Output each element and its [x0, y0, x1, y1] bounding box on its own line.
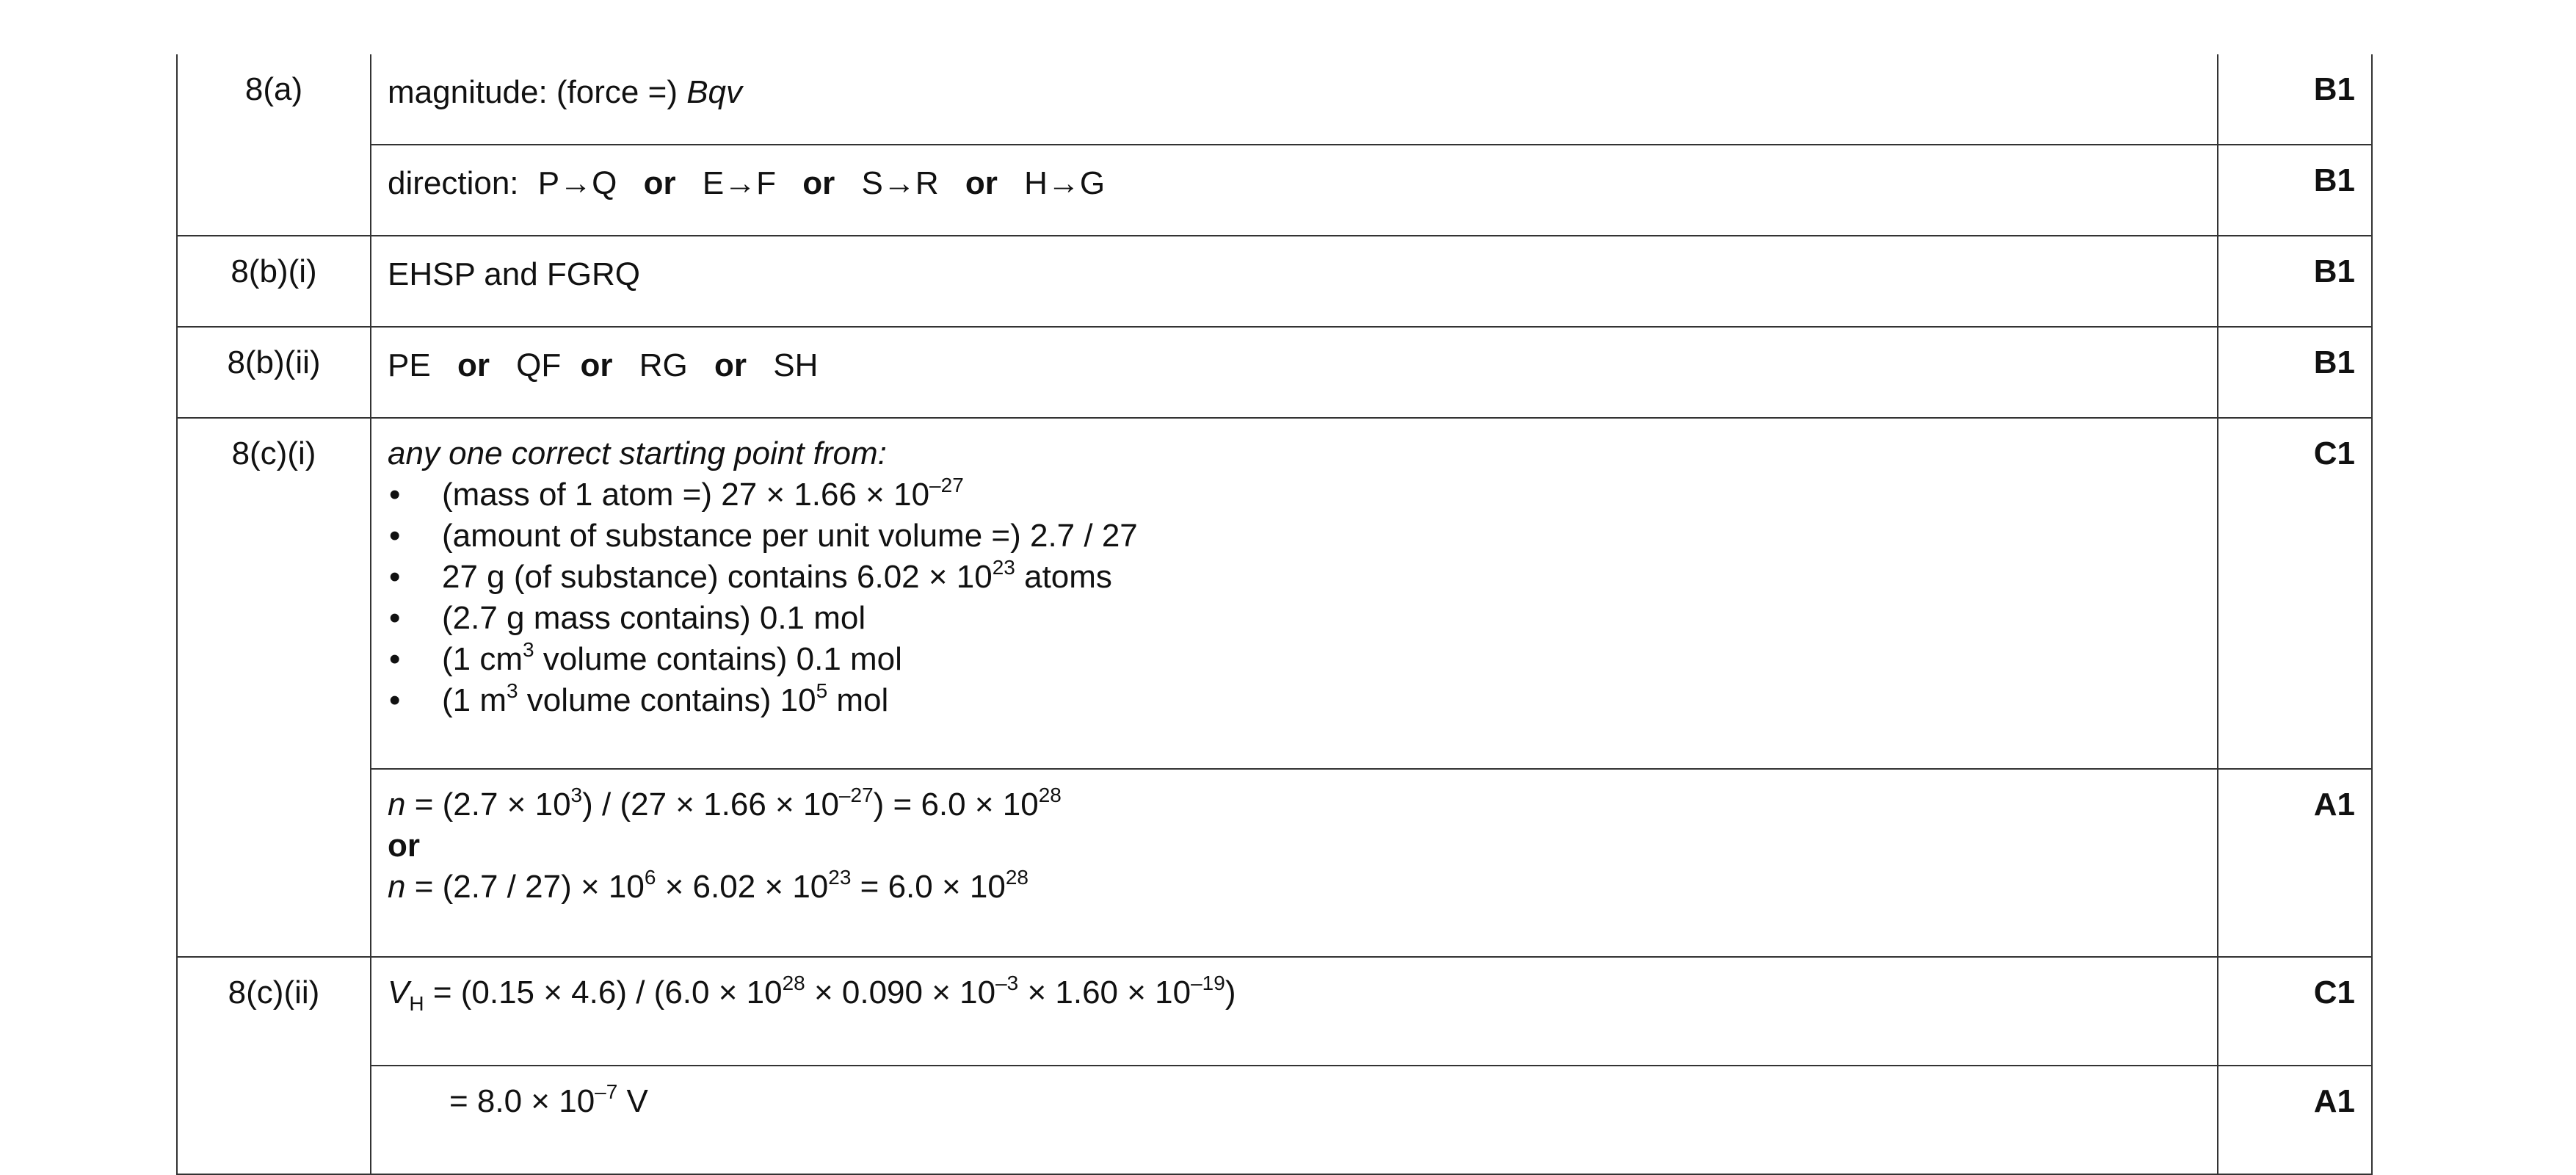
superscript: 5	[816, 679, 828, 703]
equation-part: )	[1224, 975, 1236, 1010]
variable: n	[388, 869, 406, 905]
mark-cell: A1	[2218, 769, 2372, 957]
answer-option: P→Q	[537, 165, 617, 201]
equation-line	[388, 784, 2201, 825]
bullet-text: (mass of 1 atom =) 27 × 1.66 × 10	[442, 477, 930, 513]
list-item: • (1 $cm^3$ volume contains) 0.1 mol	[389, 638, 902, 677]
answer-cell	[371, 957, 2218, 1066]
superscript: 28	[1038, 784, 1062, 807]
bullet-text-tail: mol	[827, 682, 889, 718]
list-item: • (2.7 g mass contains) 0.1 mol	[389, 600, 866, 636]
equation-part: × 0.090 × 10	[805, 975, 996, 1010]
equation-part: = 6.0 × 10	[851, 869, 1006, 905]
or-connector: or	[580, 347, 613, 383]
table-row	[177, 418, 2372, 769]
equation-line	[388, 867, 2201, 908]
or-connector: or	[714, 347, 747, 383]
answer-option: S→R	[861, 165, 939, 201]
answer-option: QF	[516, 347, 562, 383]
superscript: 23	[828, 866, 852, 889]
list-item: • 27 g (of substance) contains $6.02 \times 10^{23}$ atoms	[389, 556, 1112, 595]
list-item: • (amount of substance per unit volume =) 2.7 / 27	[389, 518, 1138, 554]
superscript: 3	[570, 784, 583, 807]
superscript: –19	[1191, 972, 1225, 995]
answer-option: SH	[773, 347, 819, 383]
or-connector: or	[643, 165, 676, 201]
equation-part: × 1.60 × 10	[1018, 975, 1191, 1010]
bullet-text: (2.7 g mass contains) 0.1 mol	[442, 600, 866, 636]
equation-part: ) / (27 × 1.66 × 10	[582, 787, 839, 822]
answer-expression: Bqv	[686, 74, 743, 110]
mark-cell: B1	[2218, 327, 2372, 418]
variable: V	[388, 975, 410, 1010]
bullet-text-tail: volume contains) 0.1 mol	[534, 641, 902, 677]
equation-part: = 8.0 × 10	[449, 1083, 595, 1119]
mark-cell: B1	[2218, 145, 2372, 236]
superscript: –27	[929, 474, 964, 497]
superscript: 28	[1005, 866, 1028, 889]
or-connector: or	[965, 165, 998, 201]
mark-cell: C1	[2218, 957, 2372, 1066]
superscript: –3	[995, 972, 1019, 995]
mark-scheme-table	[176, 54, 2373, 1175]
bullet-list	[388, 474, 2201, 721]
table-row	[177, 327, 2372, 418]
table-row	[177, 1066, 2372, 1174]
list-item: • (1 $m^3$ volume contains) $10^5$ mol	[389, 679, 889, 718]
answer-intro	[388, 433, 2201, 474]
question-number: 8(a)	[177, 54, 371, 236]
superscript: –27	[838, 784, 874, 807]
table-row	[177, 769, 2372, 957]
table-row	[177, 236, 2372, 327]
question-number: 8(c)(ii)	[177, 957, 371, 1174]
equation-part: V	[617, 1083, 648, 1119]
mark-cell: B1	[2218, 54, 2372, 145]
answer-cell	[371, 769, 2218, 957]
equation-part: = (0.15 × 4.6) / (6.0 × 10	[424, 975, 783, 1010]
list-item: • (mass of 1 atom =) $27 \times 1.66 \times 10^{-27}$	[389, 474, 964, 513]
table-row	[177, 145, 2372, 236]
equation-line	[388, 1081, 648, 1122]
mark-cell: B1	[2218, 236, 2372, 327]
equation-part: × 6.02 × 10	[656, 869, 829, 905]
mark-cell: C1	[2218, 418, 2372, 769]
superscript: 3	[523, 638, 534, 662]
answer-label: magnitude: (force =)	[388, 74, 687, 110]
answer-option: PE	[388, 347, 431, 383]
bullet-text-tail: volume contains) 10	[518, 682, 816, 718]
mark-cell: A1	[2218, 1066, 2372, 1174]
subscript: H	[409, 991, 424, 1015]
answer-option: H→G	[1024, 165, 1106, 201]
bullet-text-tail: atoms	[1015, 559, 1112, 595]
superscript: 23	[992, 556, 1015, 579]
table-row	[177, 54, 2372, 145]
or-line	[388, 825, 2201, 867]
bullet-text: (amount of substance per unit volume =) 2.7 / 27	[442, 518, 1138, 554]
superscript: 6	[644, 866, 656, 889]
equation-part: = (2.7 × 10	[405, 787, 571, 822]
or-connector: or	[388, 828, 420, 864]
answer-cell	[371, 145, 2218, 236]
superscript: 28	[782, 972, 805, 995]
question-number: 8(b)(i)	[177, 236, 371, 327]
equation-part: ) = 6.0 × 10	[873, 787, 1039, 822]
intro-text: any one correct starting point from:	[388, 435, 887, 471]
answer-cell	[371, 327, 2218, 418]
answer-option: E→F	[702, 165, 777, 201]
superscript: 3	[507, 679, 518, 703]
bullet-text: (1 cm	[442, 641, 523, 677]
answer-label: direction:	[388, 165, 519, 201]
or-connector: or	[457, 347, 490, 383]
answer-cell	[371, 1066, 2218, 1174]
superscript: –7	[595, 1080, 618, 1104]
bullet-text: 27 g (of substance) contains 6.02 × 10	[442, 559, 993, 595]
variable: n	[388, 787, 406, 822]
answer-cell	[371, 54, 2218, 145]
question-number: 8(b)(ii)	[177, 327, 371, 418]
bullet-text: (1 m	[442, 682, 507, 718]
answer-cell	[371, 418, 2218, 769]
answer-cell: EHSP and FGRQ	[371, 236, 2218, 327]
equation-part: = (2.7 / 27) × 10	[405, 869, 645, 905]
question-number: 8(c)(i)	[177, 418, 371, 957]
or-connector: or	[802, 165, 835, 201]
answer-option: RG	[639, 347, 688, 383]
table-row	[177, 957, 2372, 1066]
